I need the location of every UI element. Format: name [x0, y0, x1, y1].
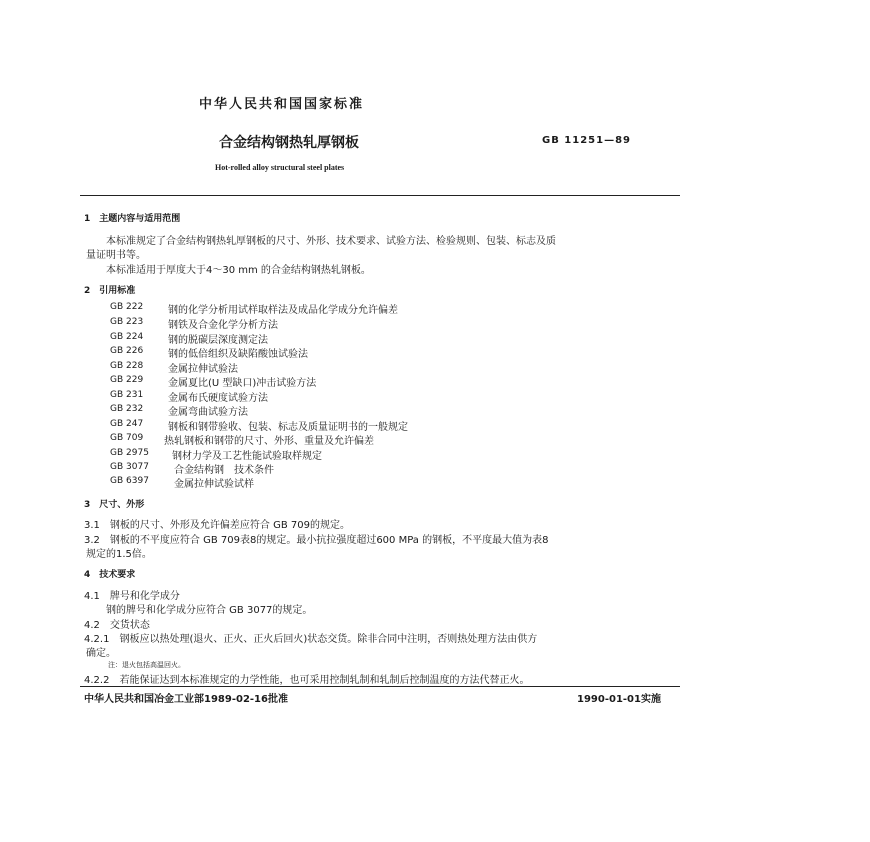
section-3-1: 3.1 钢板的尺寸、外形及允许偏差应符合 GB 709的规定。 [84, 520, 350, 531]
ref-title: 金属拉伸试验试样 [174, 479, 254, 490]
national-standard-label: 中华人民共和国国家标准 [199, 97, 365, 112]
ref-code: GB 3077 [110, 462, 149, 472]
section-4-1-heading: 4.1 牌号和化学成分 [84, 591, 180, 602]
section-4-heading: 4 技术要求 [84, 570, 136, 580]
ref-code: GB 223 [110, 317, 144, 327]
section-4-2-heading: 4.2 交货状态 [84, 620, 150, 631]
ref-title: 金属弯曲试验方法 [168, 407, 248, 418]
section-3-2-cont: 规定的1.5倍。 [86, 549, 152, 560]
section-1-para-1-cont: 量证明书等。 [86, 250, 146, 261]
section-4-2-2: 4.2.2 若能保证达到本标准规定的力学性能，也可采用控制轧制和轧制后控制温度的方法代替正火。 [84, 675, 530, 686]
ref-code: GB 709 [110, 433, 144, 443]
ref-title: 钢材力学及工艺性能试验取样规定 [172, 451, 322, 462]
ref-title: 钢的脱碳层深度测定法 [168, 335, 268, 346]
section-4-2-1-cont: 确定。 [86, 648, 116, 659]
ref-code: GB 222 [110, 302, 144, 312]
ref-code: GB 247 [110, 419, 144, 429]
standard-code: GB 11251—89 [542, 135, 632, 146]
ref-title: 热轧钢板和钢带的尺寸、外形、重量及允许偏差 [164, 436, 374, 447]
ref-code: GB 232 [110, 404, 144, 414]
section-4-2-1: 4.2.1 钢板应以热处理(退火、正火、正火后回火)状态交货。除非合同中注明，否则热处理方法由供方 [84, 634, 538, 645]
ref-title: 金属拉伸试验法 [168, 364, 238, 375]
ref-title: 钢铁及合金化学分析方法 [168, 320, 278, 331]
ref-code: GB 6397 [110, 476, 149, 486]
ref-code: GB 229 [110, 375, 144, 385]
ref-title: 钢板和钢带验收、包装、标志及质量证明书的一般规定 [168, 422, 408, 433]
ref-code: GB 224 [110, 332, 144, 342]
ref-code: GB 2975 [110, 448, 149, 458]
document-title: 合金结构钢热轧厚钢板 [219, 135, 359, 151]
section-3-2: 3.2 钢板的不平度应符合 GB 709表8的规定。最小抗拉强度超过600 MPa 的钢板，不平度最大值为表8 [84, 535, 549, 546]
ref-code: GB 226 [110, 346, 144, 356]
section-1-heading: 1 主题内容与适用范围 [84, 214, 181, 224]
ref-title: 钢的化学分析用试样取样法及成品化学成分允许偏差 [168, 305, 398, 316]
ref-title: 金属布氏硬度试验方法 [168, 393, 268, 404]
english-title: Hot-rolled alloy structural steel plates [215, 163, 345, 172]
footer-rule [80, 686, 680, 687]
approval-line: 中华人民共和国冶金工业部1989-02-16批准 [84, 694, 288, 705]
ref-title: 金属夏比(U 型缺口)冲击试验方法 [168, 378, 317, 389]
section-3-heading: 3 尺寸、外形 [84, 500, 145, 510]
section-1-para-1: 本标准规定了合金结构钢热轧厚钢板的尺寸、外形、技术要求、试验方法、检验规则、包装、标志及质 [106, 236, 556, 247]
ref-title: 钢的低倍组织及缺陷酸蚀试验法 [168, 349, 308, 360]
implementation-date: 1990-01-01实施 [577, 694, 661, 705]
section-2-heading: 2 引用标准 [84, 286, 136, 296]
header-rule [80, 195, 680, 196]
note: 注：退火包括高温回火。 [108, 661, 185, 669]
ref-code: GB 231 [110, 390, 144, 400]
section-4-1-body: 钢的牌号和化学成分应符合 GB 3077的规定。 [106, 605, 313, 616]
ref-title: 合金结构钢 技术条件 [174, 465, 274, 476]
section-1-para-2: 本标准适用于厚度大于4～30 mm 的合金结构钢热轧钢板。 [106, 265, 371, 276]
ref-code: GB 228 [110, 361, 144, 371]
